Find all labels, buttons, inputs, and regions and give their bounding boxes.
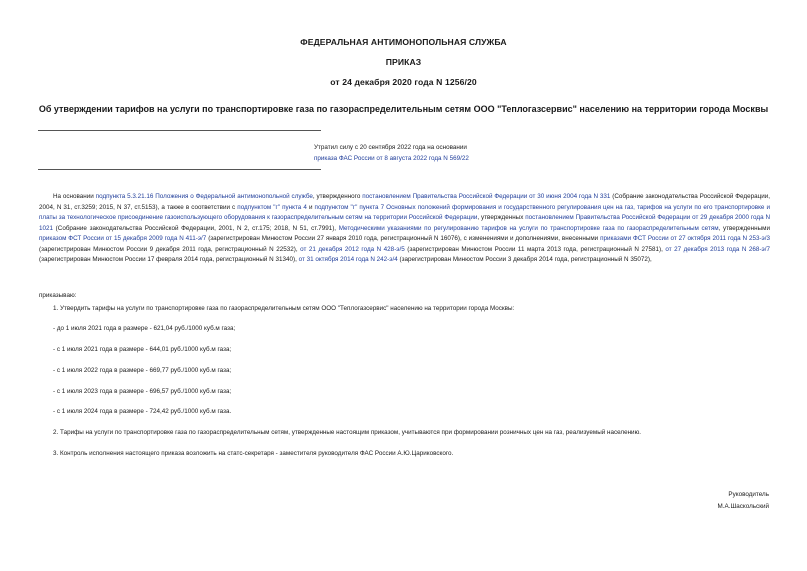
status-note-link[interactable]: приказа ФАС России от 8 августа 2022 года N 569/22 (314, 155, 469, 162)
basis-text: (зарегистрирован Минюстом России 3 декабря 2014 года, регистрационный N 35072), (397, 256, 652, 263)
status-note-line1: Утратил силу с 20 сентября 2022 года на основании (314, 144, 467, 151)
signature-role: Руководитель (728, 491, 769, 498)
link-fas-regulation[interactable]: подпункта 5.3.21.16 Положения о Федеральной антимонопольной службе (95, 193, 313, 200)
basis-text: (зарегистрирован Минюстом России 11 марта 2013 года, регистрационный N 27581), (404, 245, 666, 253)
link-gov-decree-331[interactable]: постановлением Правительства Российской Федерации от 30 июня 2004 года N 331 (362, 193, 611, 200)
link-basic-provisions[interactable]: подпунктом "г" пункта 7 Основных положений формирования и государственного регулирования цен на газ, тарифов на услуги по его транспортировке и платы за технологическое присоединение газоиспользующего оборудования к газораспределительным сетям на территории Российской Федерации (39, 203, 770, 221)
link-order-242[interactable]: от 31 октября 2014 года N 242-э/4 (298, 256, 398, 263)
item-1: 1. Утвердить тарифы на услуги по транспортировке газа по газораспределительным сетям ООО "Теплогазсервис" населению на территории города Москвы: (53, 305, 515, 312)
order-word: приказываю: (39, 292, 77, 299)
divider-bottom (38, 169, 321, 170)
date-number-heading: от 24 декабря 2020 года N 1256/20 (330, 77, 477, 87)
link-order-428[interactable]: от 21 декабря 2012 года N 428-э/5 (300, 245, 405, 253)
basis-text: (Собрание законодательства Российской Федерации, 2001, N 2, ст.175; 2018, N 51, ст.7991), (53, 224, 339, 232)
link-fst-order-253[interactable]: приказами ФСТ России от 27 октября 2011 года N 253-э/3 (600, 235, 771, 242)
link-fst-order-411[interactable]: приказом ФСТ России от 15 декабря 2009 года N 411-э/7 (39, 235, 207, 242)
item-2: 2. Тарифы на услуги по транспортировке газа по газораспределительным сетям, утвержденные настоящим приказом, учитываются при формировании розничных цен на газ, реализуемый населению. (53, 429, 642, 436)
basis-text: (Собрание законодательства Российской Федерации, 2004, N 31, ст.3259; 2015, N 37, ст.5153), а также в соответствии с (39, 193, 770, 211)
divider-top (38, 130, 321, 131)
basis-text: (зарегистрирован Минюстом России 17 февраля 2014 года, регистрационный N 31340), (39, 256, 299, 263)
basis-paragraph (39, 192, 770, 266)
tariff-line: - с 1 июля 2022 года в размере - 669,77 руб./1000 куб.м газа; (53, 367, 232, 374)
link-methodical-guidelines[interactable]: Методическими указаниями по регулированию тарифов на услуги по транспортировке газа по газораспределительным сетям (338, 224, 719, 232)
link-gov-decree-1021[interactable]: постановлением Правительства Российской Федерации от 29 декабря 2000 года N 1021 (39, 214, 770, 232)
tariff-line: - с 1 июля 2024 года в размере - 724,42 руб./1000 куб.м газа. (53, 408, 232, 415)
tariff-line: - с 1 июля 2023 года в размере - 696,57 руб./1000 куб.м газа; (53, 388, 232, 395)
link-order-268[interactable]: от 27 декабря 2013 года N 268-э/7 (665, 245, 770, 253)
tariff-line: - до 1 июля 2021 года в размере - 621,04 руб./1000 куб.м газа; (53, 325, 236, 332)
link-subpoint-4[interactable]: подпунктом "г" пункта 4 (237, 203, 307, 211)
basis-text: (зарегистрирован Минюстом России 9 декабря 2011 года, регистрационный N 22532), (39, 245, 301, 253)
order-title: Об утверждении тарифов на услуги по транспортировке газа по газораспределительным сетям ООО "Теплогазсервис" населению на территории города Москвы (38, 104, 769, 114)
basis-text: и (306, 203, 315, 211)
agency-heading: ФЕДЕРАЛЬНАЯ АНТИМОНОПОЛЬНАЯ СЛУЖБА (300, 37, 507, 47)
item-3: 3. Контроль исполнения настоящего приказа возложить на статс-секретаря - заместителя руководителя ФАС России А.Ю.Цариковского. (53, 450, 454, 457)
status-note (314, 142, 469, 164)
doc-type-heading: ПРИКАЗ (385, 57, 422, 67)
signature-name: М.А.Шаскольский (717, 503, 769, 510)
basis-text: (зарегистрирован Минюстом России 27 января 2010 года, регистрационный N 16076), с изменениями и дополнениями, внесенными (206, 235, 601, 242)
basis-text: , утвержденного (312, 193, 363, 200)
basis-text: , утвержденных (477, 214, 526, 221)
tariff-line: - с 1 июля 2021 года в размере - 644,01 руб./1000 куб.м газа; (53, 346, 232, 353)
basis-text: На основании (53, 193, 96, 200)
basis-text: , утвержденными (718, 224, 771, 232)
